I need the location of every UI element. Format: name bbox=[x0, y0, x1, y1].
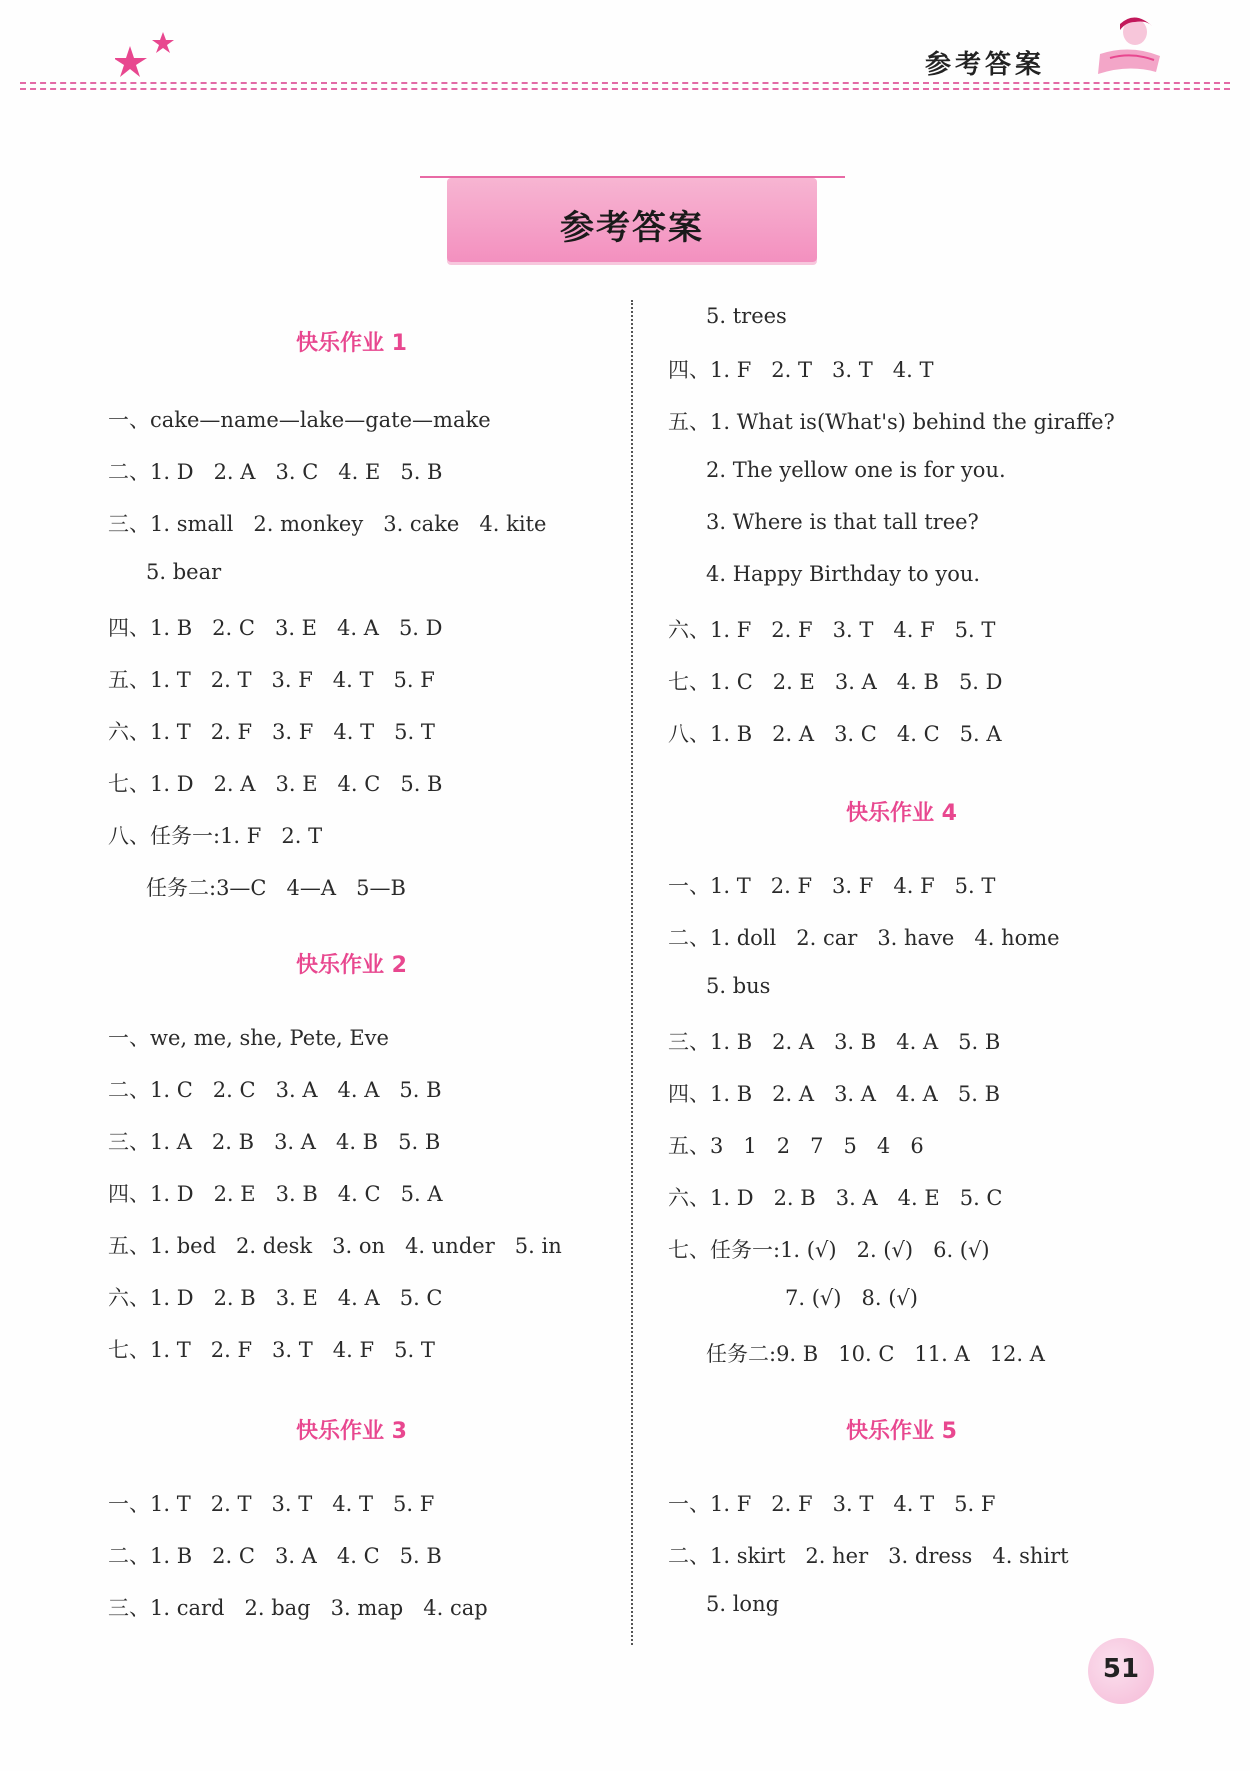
page-number-badge bbox=[1088, 1638, 1154, 1704]
page-number: 51 bbox=[1102, 1654, 1140, 1684]
answer-line: 四、1. D 2. E 3. B 4. C 5. A bbox=[108, 1182, 443, 1206]
answer-line: 八、任务一:1. F 2. T bbox=[108, 824, 323, 848]
answer-line: 二、1. doll 2. car 3. have 4. home bbox=[668, 926, 1060, 950]
answer-line: 五、1. What is(What's) behind the giraffe? bbox=[668, 410, 1115, 434]
answer-line: 一、1. T 2. F 3. F 4. F 5. T bbox=[668, 874, 996, 898]
answer-line: 一、1. T 2. T 3. T 4. T 5. F bbox=[108, 1492, 435, 1516]
answer-line: 七、1. T 2. F 3. T 4. F 5. T bbox=[108, 1338, 435, 1362]
column-divider bbox=[631, 300, 633, 1645]
answer-line: 二、1. skirt 2. her 3. dress 4. shirt bbox=[668, 1544, 1069, 1568]
answer-line: 七、1. D 2. A 3. E 4. C 5. B bbox=[108, 772, 443, 796]
header-dash-line bbox=[20, 88, 1230, 90]
page-header bbox=[0, 0, 1250, 100]
answer-line: 5. trees bbox=[706, 304, 787, 328]
answer-line: 八、1. B 2. A 3. C 4. C 5. A bbox=[668, 722, 1002, 746]
section-title: 快乐作业 1 bbox=[296, 331, 407, 356]
answer-line: 三、1. small 2. monkey 3. cake 4. kite bbox=[108, 512, 547, 536]
answer-line: 四、1. B 2. C 3. E 4. A 5. D bbox=[108, 616, 443, 640]
answer-line: 7. (√) 8. (√) bbox=[785, 1286, 918, 1310]
answer-line: 二、1. B 2. C 3. A 4. C 5. B bbox=[108, 1544, 442, 1568]
girl-illustration-icon bbox=[1080, 14, 1170, 80]
answer-line: 六、1. D 2. B 3. A 4. E 5. C bbox=[668, 1186, 1003, 1210]
answer-line: 六、1. F 2. F 3. T 4. F 5. T bbox=[668, 618, 996, 642]
answer-line: 5. bear bbox=[146, 560, 222, 584]
title-banner bbox=[447, 178, 817, 262]
answer-line: 三、1. A 2. B 3. A 4. B 5. B bbox=[108, 1130, 441, 1154]
answer-line: 2. The yellow one is for you. bbox=[706, 458, 1006, 482]
stars-icon bbox=[115, 28, 185, 78]
answer-line: 六、1. D 2. B 3. E 4. A 5. C bbox=[108, 1286, 443, 1310]
answer-line: 五、1. T 2. T 3. F 4. T 5. F bbox=[108, 668, 435, 692]
answer-line: 三、1. B 2. A 3. B 4. A 5. B bbox=[668, 1030, 1001, 1054]
answer-line: 任务二:3—C 4—A 5—B bbox=[146, 876, 406, 900]
section-title: 快乐作业 5 bbox=[846, 1419, 957, 1444]
header-title: 参考答案 bbox=[924, 50, 1045, 80]
answer-line: 七、1. C 2. E 3. A 4. B 5. D bbox=[668, 670, 1003, 694]
section-title: 快乐作业 3 bbox=[296, 1419, 407, 1444]
answer-line: 一、we, me, she, Pete, Eve bbox=[108, 1026, 389, 1050]
answer-line: 三、1. card 2. bag 3. map 4. cap bbox=[108, 1596, 488, 1620]
section-title: 快乐作业 4 bbox=[846, 801, 957, 826]
answer-line: 四、1. F 2. T 3. T 4. T bbox=[668, 358, 934, 382]
answer-line: 一、cake—name—lake—gate—make bbox=[108, 408, 491, 432]
answer-line: 六、1. T 2. F 3. F 4. T 5. T bbox=[108, 720, 435, 744]
answer-line: 五、3 1 2 7 5 4 6 bbox=[668, 1134, 924, 1158]
answer-line: 五、1. bed 2. desk 3. on 4. under 5. in bbox=[108, 1234, 562, 1258]
header-dash-line bbox=[20, 82, 1230, 84]
banner-title: 参考答案 bbox=[560, 208, 704, 248]
answer-line: 二、1. C 2. C 3. A 4. A 5. B bbox=[108, 1078, 442, 1102]
answer-line: 5. long bbox=[706, 1592, 780, 1616]
answer-line: 3. Where is that tall tree? bbox=[706, 510, 979, 534]
answer-line: 5. bus bbox=[706, 974, 771, 998]
answer-line: 七、任务一:1. (√) 2. (√) 6. (√) bbox=[668, 1238, 990, 1262]
answer-line: 四、1. B 2. A 3. A 4. A 5. B bbox=[668, 1082, 1001, 1106]
section-title: 快乐作业 2 bbox=[296, 953, 407, 978]
answer-line: 二、1. D 2. A 3. C 4. E 5. B bbox=[108, 460, 443, 484]
answer-line: 一、1. F 2. F 3. T 4. T 5. F bbox=[668, 1492, 996, 1516]
answer-line: 4. Happy Birthday to you. bbox=[706, 562, 981, 586]
answer-line: 任务二:9. B 10. C 11. A 12. A bbox=[706, 1342, 1045, 1366]
